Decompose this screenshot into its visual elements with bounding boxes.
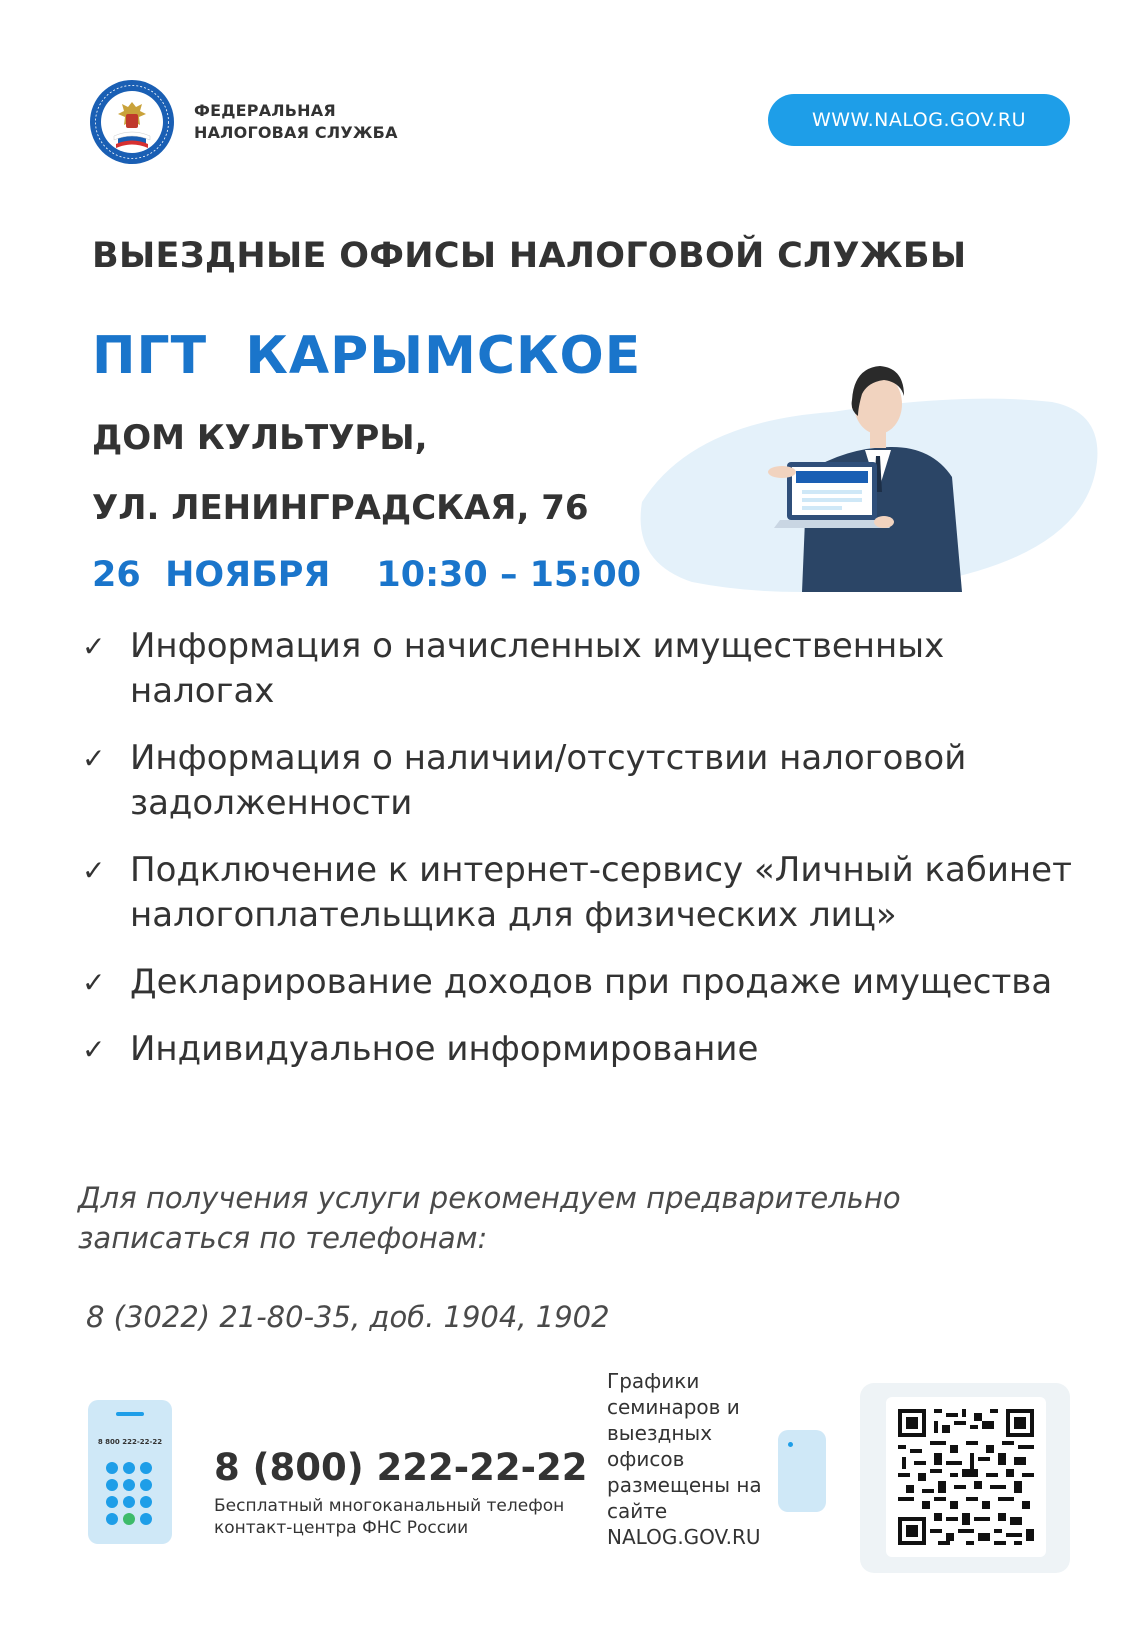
website-button[interactable]: WWW.NALOG.GOV.RU bbox=[768, 94, 1070, 146]
event-time: 10:30 – 15:00 bbox=[376, 555, 642, 595]
service-text: Индивидуальное информирование bbox=[130, 1029, 759, 1069]
event-date: 26 НОЯБРЯ bbox=[92, 555, 331, 595]
list-item bbox=[82, 1027, 1092, 1072]
org-name bbox=[194, 100, 398, 144]
mini-phone-number: 8 800 222-22-22 bbox=[97, 1438, 163, 1446]
check-icon: ✓ bbox=[82, 742, 106, 775]
check-icon: ✓ bbox=[82, 630, 106, 663]
hotline-number[interactable]: 8 (800) 222-22-22 bbox=[214, 1446, 588, 1489]
org-name-line1: ФЕДЕРАЛЬНАЯ bbox=[194, 101, 336, 120]
services-list bbox=[82, 624, 1092, 1094]
service-text: Декларирование доходов при продаже имущества bbox=[130, 962, 1053, 1002]
event-street: УЛ. ЛЕНИНГРАДСКАЯ, 76 bbox=[92, 488, 589, 528]
service-text: Информация о наличии/отсутствии налоговой задолженности bbox=[130, 738, 967, 823]
booking-note: Для получения услуги рекомендуем предварительно записаться по телефонам: bbox=[78, 1181, 901, 1255]
list-item bbox=[82, 624, 1092, 714]
check-icon: ✓ bbox=[82, 1033, 106, 1066]
qr-phone-decoration bbox=[778, 1430, 826, 1512]
event-place: ПГТ КАРЫМСКОЕ bbox=[92, 326, 642, 386]
phone-keypad-icon bbox=[88, 1400, 172, 1544]
booking-phones: 8 (3022) 21-80-35, доб. 1904, 1902 bbox=[86, 1300, 610, 1334]
check-icon: ✓ bbox=[82, 966, 106, 999]
page-title: ВЫЕЗДНЫЕ ОФИСЫ НАЛОГОВОЙ СЛУЖБЫ bbox=[92, 236, 967, 276]
keypad bbox=[106, 1462, 152, 1525]
tax-officer-illustration bbox=[632, 352, 1102, 612]
phone-speaker bbox=[116, 1412, 144, 1416]
org-name-line2: НАЛОГОВАЯ СЛУЖБА bbox=[194, 123, 398, 142]
event-datetime bbox=[92, 555, 641, 595]
list-item bbox=[82, 960, 1092, 1005]
qr-card bbox=[860, 1383, 1070, 1573]
service-text: Информация о начисленных имущественных налогах bbox=[130, 626, 945, 711]
check-icon: ✓ bbox=[82, 854, 106, 887]
fns-emblem-icon bbox=[88, 78, 176, 166]
schedule-note: Графики семинаров и выездных офисов размещены на сайте NALOG.GOV.RU bbox=[607, 1369, 762, 1549]
list-item bbox=[82, 848, 1092, 938]
hotline-description: Бесплатный многоканальный телефон контакт-центра ФНС России bbox=[214, 1496, 565, 1538]
fns-logo bbox=[88, 78, 398, 166]
qr-code-icon[interactable] bbox=[886, 1397, 1046, 1557]
service-text: Подключение к интернет-сервису «Личный кабинет налогоплательщика для физических лиц» bbox=[130, 850, 1072, 935]
list-item bbox=[82, 736, 1092, 826]
event-venue: ДОМ КУЛЬТУРЫ, bbox=[92, 418, 428, 458]
